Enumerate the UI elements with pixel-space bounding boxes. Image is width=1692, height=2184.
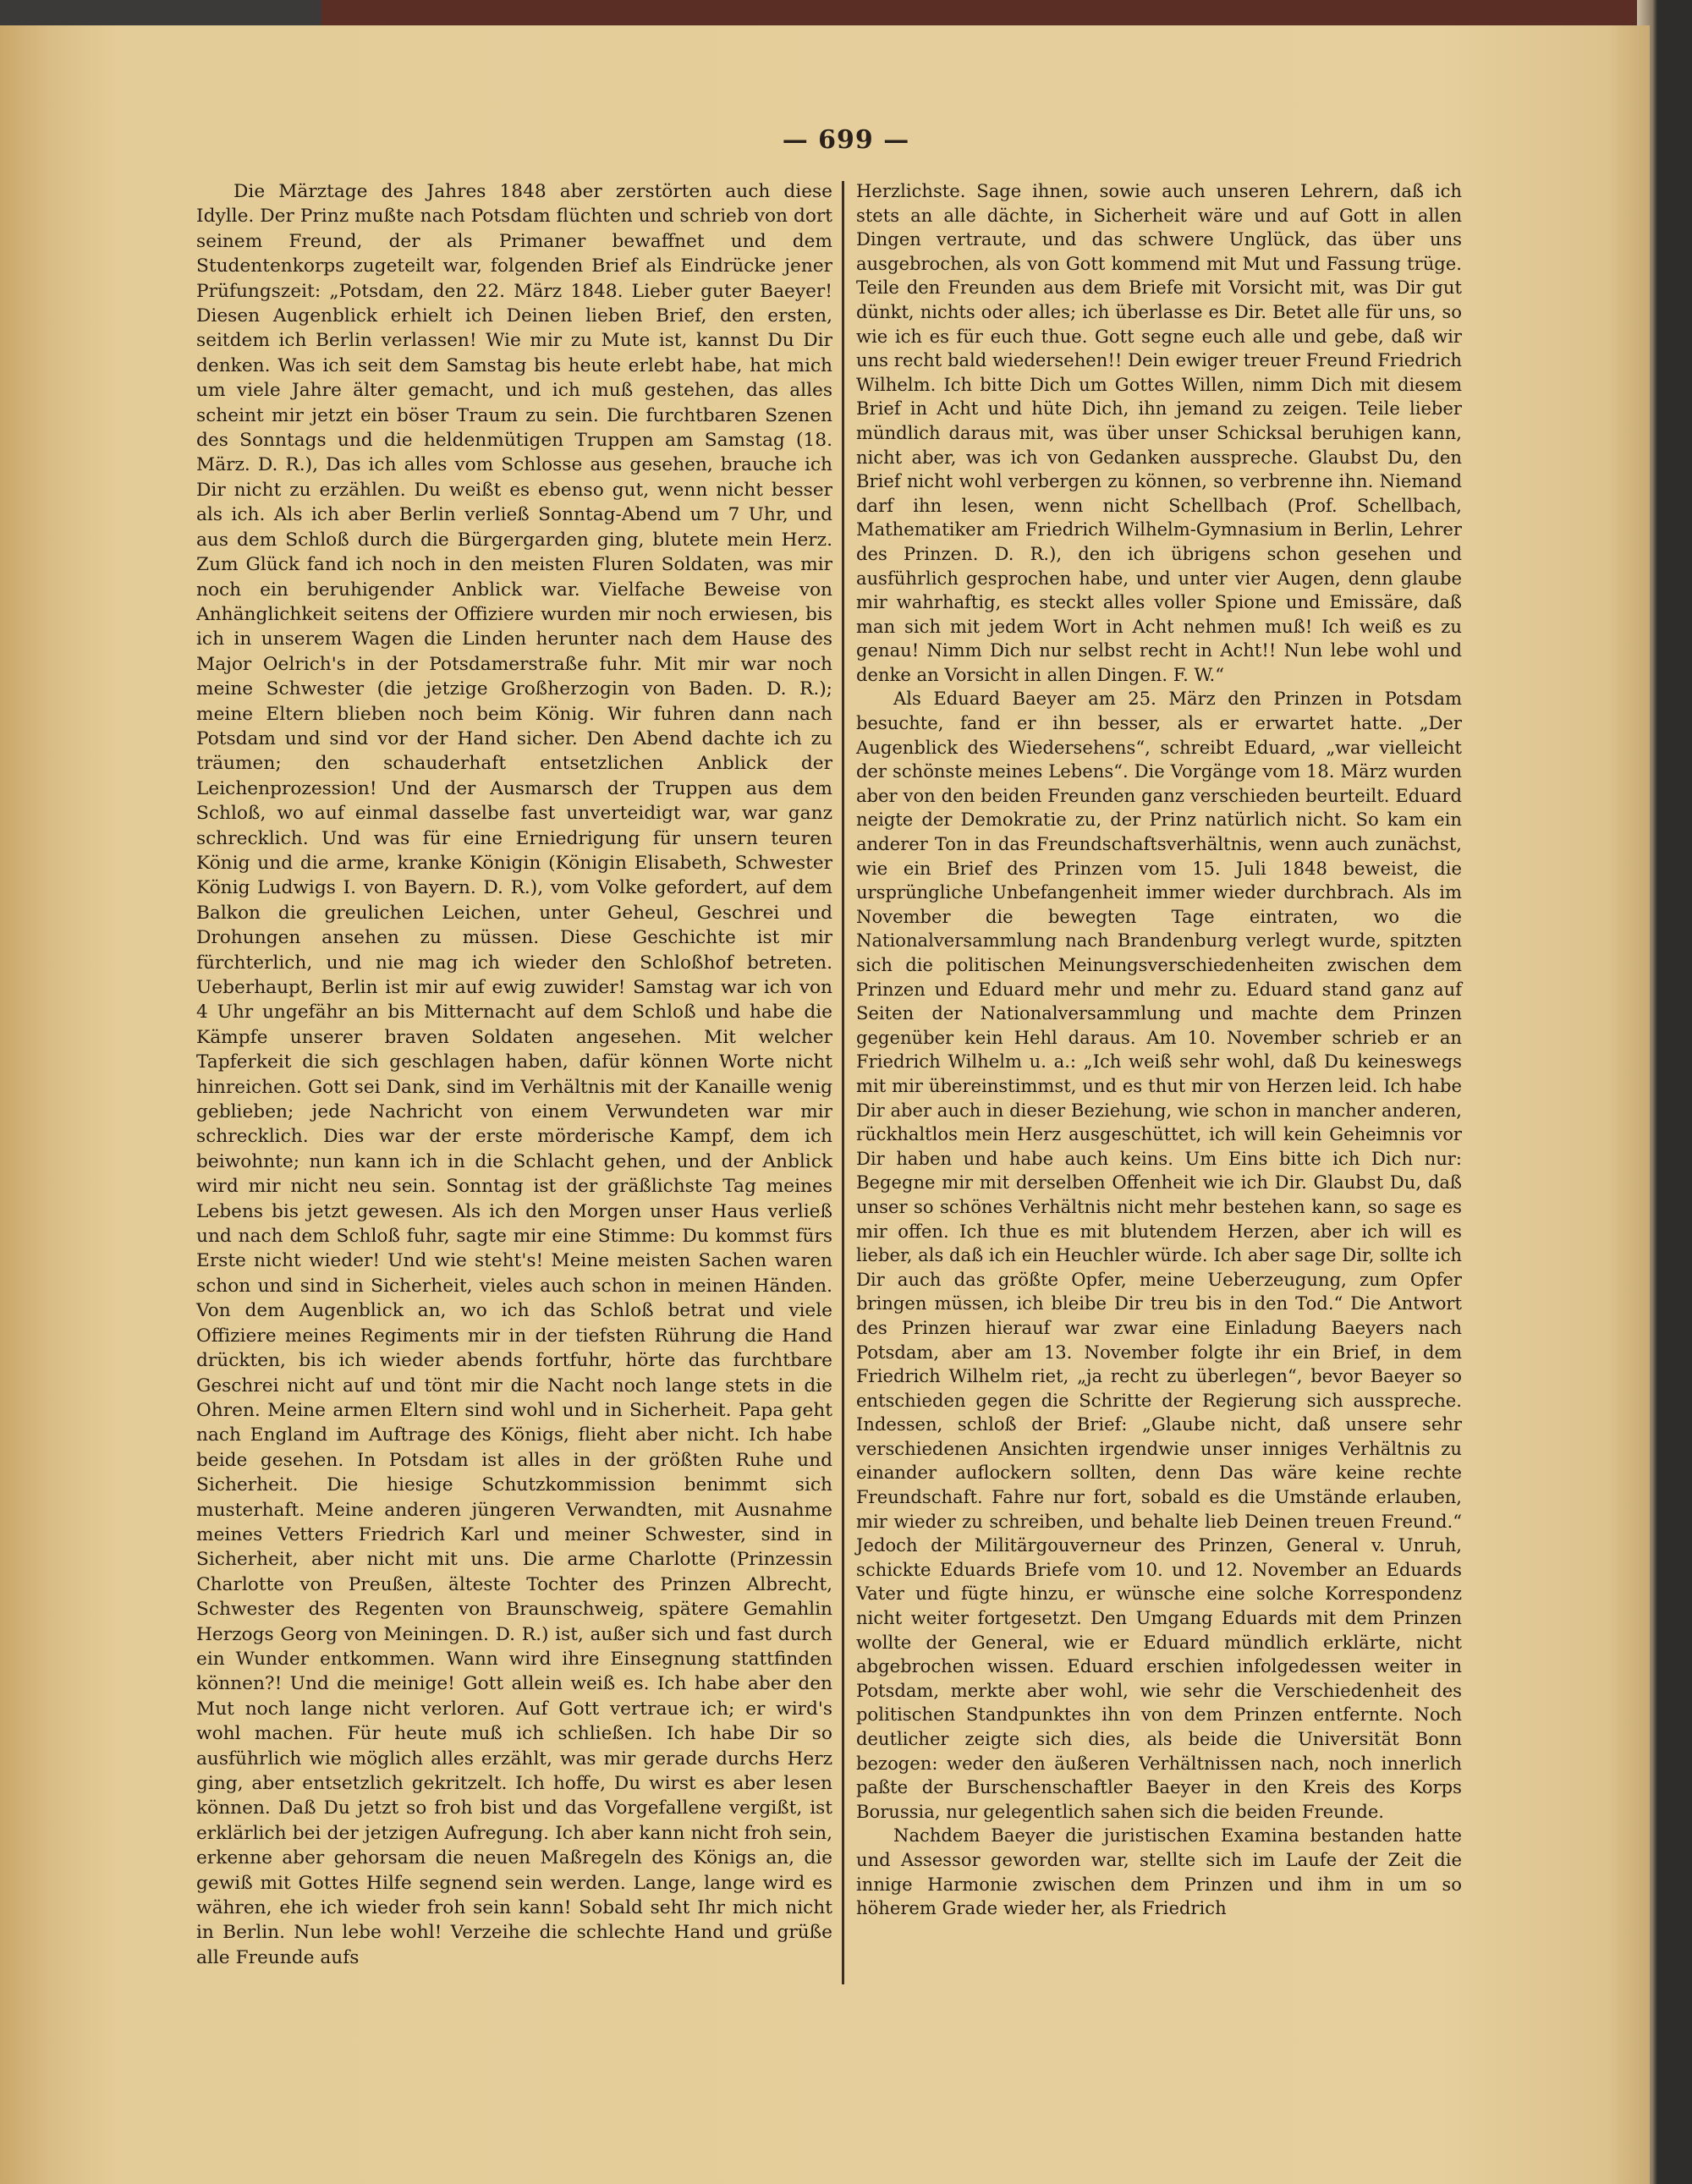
left-column [196, 179, 832, 1970]
right-column [856, 179, 1462, 1921]
page-number: — 699 — [782, 125, 910, 155]
paragraph: Herzlichste. Sage ihnen, sowie auch unseren Lehrern, daß ich stets an alle dächte, in Sicherheit wäre und auf Gott in allen Dingen vertraute, und das schwere Unglück, das über uns ausgebrochen, als von Gott kommend mit Mut und Fassung trüge. Teile den Freunden aus dem Briefe mit Vorsicht mit, was Dir gut dünkt, nichts oder alles; ich überlasse es Dir. Betet alle für uns, so wie ich es für euch thue. Gott segne euch alle und gebe, daß wir uns recht bald wiedersehen!! Dein ewiger treuer Freund Friedrich Wilhelm. Ich bitte Dich um Gottes Willen, nimm Dich mit diesem Brief in Acht und hüte Dich, ihn jemand zu zeigen. Teile lieber mündlich daraus mit, was über unser Schicksal beruhigen kann, nicht aber, was ich von Gedanken ausspreche. Glaubst Du, den Brief nicht wohl verbergen zu können, so verbrenne ihn. Niemand darf ihn lesen, wenn nicht Schellbach (Prof. Schellbach, Mathematiker am Friedrich Wilhelm-Gymnasium in Berlin, Lehrer des Prinzen. D. R.), den ich übrigens schon gesehen und ausführlich gesprochen habe, und unter vier Augen, denn glaube mir wahrhaftig, es steckt alles voller Spione und Emissäre, daß man sich mit jedem Wort in Acht nehmen muß! Ich weiß es zu genau! Nimm Dich nur selbst recht in Acht!! Nun lebe wohl und denke an Vorsicht in allen Dingen. F. W.“ [856, 180, 1462, 685]
paragraph: Nachdem Baeyer die juristischen Examina bestanden hatte und Assessor geworden war, stellte sich im Laufe der Zeit die innige Harmonie zwischen dem Prinzen und ihm in um so höherem Grade wieder her, als Friedrich [856, 1825, 1462, 1919]
paragraph: Die Märztage des Jahres 1848 aber zerstörten auch diese Idylle. Der Prinz mußte nach Potsdam flüchten und schrieb von dort seinem Freund, der als Primaner bewaffnet und dem Studentenkorps zugeteilt war, folgenden Brief als Eindrücke jener Prüfungszeit: „Potsdam, den 22. März 1848. Lieber guter Baeyer! Diesen Augenblick erhielt ich Deinen lieben Brief, den ersten, seitdem ich Berlin verlassen! Wie mir zu Mute ist, kannst Du Dir denken. Was ich seit dem Samstag bis heute erlebt habe, hat mich um viele Jahre älter gemacht, und ich muß gestehen, das alles scheint mir jetzt ein böser Traum zu sein. Die furchtbaren Szenen des Sonntags und die heldenmütigen Truppen am Samstag (18. März. D. R.), Das ich alles vom Schlosse aus gesehen, brauche ich Dir nicht zu erzählen. Du weißt es ebenso gut, wenn nicht besser als ich. Als ich aber Berlin verließ Sonntag-Abend um 7 Uhr, und aus dem Schloß durch die Bürgergarden ging, blutete mein Herz. Zum Glück fand ich noch in den meisten Fluren Soldaten, was mir noch ein beruhigender Anblick war. Vielfache Beweise von Anhänglichkeit seitens der Offiziere wurden mir noch erwiesen, bis ich in unserem Wagen die Linden herunter nach dem Hause des Major Oelrich's in der Potsdamerstraße fuhr. Mit mir war noch meine Schwester (die jetzige Großherzogin von Baden. D. R.); meine Eltern blieben noch beim König. Wir fuhren dann nach Potsdam und sind vor der Hand sicher. Den Abend dachte ich zu träumen; den schauderhaft entsetzlichen Anblick der Leichenprozession! Und der Ausmarsch der Truppen aus dem Schloß, wo auf einmal dasselbe fast unverteidigt war, war ganz schrecklich. Und was für eine Erniedrigung für unsern teuren König und die arme, kranke Königin (Königin Elisabeth, Schwester König Ludwigs I. von Bayern. D. R.), vom Volke gefordert, auf dem Balkon die greulichen Leichen, unter Geheul, Geschrei und Drohungen ansehen zu müssen. Diese Geschichte ist mir fürchterlich, und nie mag ich wieder den Schloßhof betreten. Ueberhaupt, Berlin ist mir auf ewig zuwider! Samstag war ich von 4 Uhr ungefähr an bis Mitternacht auf dem Schloß und habe die Kämpfe unserer braven Soldaten angesehen. Mit welcher Tapferkeit die sich geschlagen haben, dafür können Worte nicht hinreichen. Gott sei Dank, sind im Verhältnis mit der Kanaille wenig geblieben; jede Nachricht von einem Verwundeten war mir schrecklich. Dies war der erste mörderische Kampf, dem ich beiwohnte; nun kann ich in die Schlacht gehen, und der Anblick wird mir nicht neu sein. Sonntag ist der gräßlichste Tag meines Lebens bis jetzt gewesen. Als ich den Morgen unser Haus verließ und nach dem Schloß fuhr, sagte mir eine Stimme: Du kommst fürs Erste nicht wieder! Und wie steht's! Meine meisten Sachen waren schon und sind in Sicherheit, vieles auch schon in meinen Händen. Von dem Augenblick an, wo ich das Schloß betrat und viele Offiziere meines Regiments mir in der tiefsten Rührung die Hand drückten, bis ich wieder abends fortfuhr, hörte das furchtbare Geschrei nicht auf und tönt mir die Nacht noch lange stets in die Ohren. Meine armen Eltern sind wohl und in Sicherheit. Papa geht nach England im Auftrage des Königs, flieht aber nicht. Ich habe beide gesehen. In Potsdam ist alles in der größten Ruhe und Sicherheit. Die hiesige Schutzkommission benimmt sich musterhaft. Meine anderen jüngeren Verwandten, mit Ausnahme meines Vetters Friedrich Karl und meiner Schwester, sind in Sicherheit, aber nicht mit uns. Die arme Charlotte (Prinzessin Charlotte von Preußen, älteste Tochter des Prinzen Albrecht, Schwester des Regenten von Braunschweig, spätere Gemahlin Herzogs Georg von Meiningen. D. R.) ist, außer sich und fast durch ein Wunder entkommen. Wann wird ihre Einsegnung stattfinden können?! Und die meinige! Gott allein weiß es. Ich habe aber den Mut noch lange nicht verloren. Auf Gott vertraue ich; er wird's wohl machen. Für heute muß ich schließen. Ich habe Dir so ausführlich wie möglich alles erzählt, was mir gerade durchs Herz ging, aber entsetzlich gekritzelt. Ich hoffe, Du wirst es aber lesen können. Daß Du jetzt so froh bist und das Vorgefallene vergißt, ist erklärlich bei der jetzigen Aufregung. Ich aber kann nicht froh sein, erkenne aber gehorsam die neuen Maßregeln des Königs an, die gewiß mit Gottes Hilfe segnend sein werden. Lange, lange wird es währen, ehe ich wieder froh sein kann! Sobald seht Ihr mich nicht in Berlin. Nun lebe wohl! Verzeihe die schlechte Hand und grüße alle Freunde aufs [196, 181, 832, 1968]
column-divider [842, 181, 844, 1984]
paragraph: Als Eduard Baeyer am 25. März den Prinzen in Potsdam besuchte, fand er ihn besser, als er erwartet hatte. „Der Augenblick des Wiedersehens“, schreibt Eduard, „war vielleicht der schönste meines Lebens“. Die Vorgänge vom 18. März wurden aber von den beiden Freunden ganz verschieden beurteilt. Eduard neigte der Demokratie zu, der Prinz natürlich nicht. So kam ein anderer Ton in das Freundschaftsverhältnis, wenn auch zunächst, wie ein Brief des Prinzen vom 15. Juli 1848 beweist, die ursprüngliche Unbefangenheit immer wieder durchbrach. Als im November die bewegten Tage eintraten, wo die Nationalversammlung nach Brandenburg verlegt wurde, spitzten sich die politischen Meinungsverschiedenheiten zwischen dem Prinzen und Eduard mehr und mehr zu. Eduard stand ganz auf Seiten der Nationalversammlung und machte dem Prinzen gegenüber kein Hehl daraus. Am 10. November schrieb er an Friedrich Wilhelm u. a.: „Ich weiß sehr wohl, daß Du keineswegs mit mir übereinstimmst, und es thut mir von Herzen leid. Ich habe Dir aber auch in dieser Beziehung, wie schon in mancher anderen, rückhaltlos mein Herz ausgeschüttet, ich will kein Geheimnis vor Dir haben und habe auch keins. Um Eins bitte ich Dich nur: Begegne mir mit derselben Offenheit wie ich Dir. Glaubst Du, daß unser so schönes Verhältnis nicht mehr bestehen kann, so sage es mir offen. Ich thue es mit blutendem Herzen, aber ich will es lieber, als daß ich ein Heuchler würde. Ich aber sage Dir, sollte ich Dir auch das größte Opfer, meine Ueberzeugung, zum Opfer bringen müssen, ich bleibe Dir treu bis in den Tod.“ Die Antwort des Prinzen hierauf war zwar eine Einladung Baeyers nach Potsdam, aber am 13. November folgte ihr ein Brief, in dem Friedrich Wilhelm riet, „ja recht zu überlegen“, bevor Baeyer so entschieden gegen die Schritte der Regierung sich ausspreche. Indessen, schloß der Brief: „Glaube nicht, daß unsere sehr verschiedenen Ansichten irgendwie unser inniges Verhältnis zu einander auflockern sollten, denn Das wäre keine rechte Freundschaft. Fahre nur fort, sobald es die Umstände erlauben, mir wieder zu schreiben, und behalte lieb Deinen treuen Freund.“ Jedoch der Militärgouverneur des Prinzen, General v. Unruh, schickte Eduards Briefe vom 10. und 12. November an Eduards Vater und fügte hinzu, er wünsche eine solche Korrespondenz nicht weiter fortgesetzt. Den Umgang Eduards mit dem Prinzen wollte der General, wie er Eduard mündlich erklärte, nicht abgebrochen wissen. Eduard erschien infolgedessen weiter in Potsdam, merkte aber wohl, wie sehr die Verschiedenheit des politischen Standpunktes ihn von dem Prinzen entfernte. Noch deutlicher zeigte sich dies, als beide die Universität Bonn bezogen: weder den äußeren Verhältnissen nach, noch innerlich paßte der Burschenschaftler Baeyer in den Kreis des Korps Borussia, nur gelegentlich sahen sich die beiden Freunde. [856, 688, 1463, 1822]
